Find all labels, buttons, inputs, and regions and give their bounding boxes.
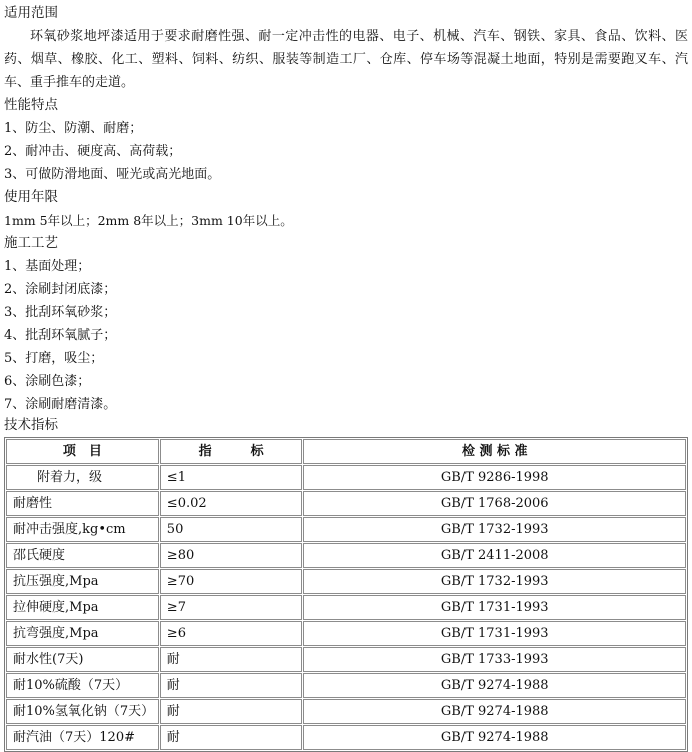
table-row (6, 595, 686, 620)
feature-item: 1、防尘、防潮、耐磨； (4, 121, 143, 136)
spec-value: 耐 (160, 673, 303, 698)
spec-item: 耐冲击强度,kg•cm (6, 517, 159, 542)
lifespan-heading: 使用年限 (4, 189, 58, 205)
spec-standard: GB/T 2411-2008 (303, 543, 686, 568)
spec-value: ≤0.02 (160, 491, 303, 516)
process-step: 7、涂刷耐磨清漆。 (4, 397, 117, 412)
column-header-standard: 检 测 标 准 (303, 439, 686, 464)
table-row (6, 491, 686, 516)
spec-item: 邵氏硬度 (6, 543, 159, 568)
table-row (6, 673, 686, 698)
spec-item: 耐水性(7天) (6, 647, 159, 672)
feature-item: 2、耐冲击、硬度高、高荷载； (4, 144, 182, 159)
spec-standard: GB/T 1731-1993 (303, 595, 686, 620)
column-header-value: 指 标 (160, 439, 303, 464)
scope-heading: 适用范围 (4, 5, 58, 21)
process-step: 4、批刮环氧腻子； (4, 328, 117, 343)
table-row (6, 543, 686, 568)
spec-item: 附着力，级 (6, 465, 159, 490)
process-step: 6、涂刷色漆； (4, 374, 91, 389)
spec-item: 拉伸硬度,Mpa (6, 595, 159, 620)
feature-item: 3、可做防滑地面、哑光或高光地面。 (4, 167, 221, 182)
spec-standard: GB/T 9286-1998 (303, 465, 686, 490)
table-row (6, 725, 686, 750)
table-row (6, 699, 686, 724)
spec-table (4, 437, 688, 752)
table-row (6, 569, 686, 594)
process-heading: 施工工艺 (4, 235, 58, 251)
spec-item: 抗压强度,Mpa (6, 569, 159, 594)
process-step: 3、批刮环氧砂浆； (4, 305, 117, 320)
spec-standard: GB/T 9274-1988 (303, 699, 686, 724)
spec-item: 耐磨性 (6, 491, 159, 516)
features-heading: 性能特点 (4, 97, 58, 113)
spec-value: 耐 (160, 699, 303, 724)
spec-standard: GB/T 1732-1993 (303, 517, 686, 542)
spec-value: ≤1 (160, 465, 303, 490)
spec-standard: GB/T 9274-1988 (303, 725, 686, 750)
table-row (6, 647, 686, 672)
spec-standard: GB/T 9274-1988 (303, 673, 686, 698)
lifespan-text: 1mm 5年以上；2mm 8年以上；3mm 10年以上。 (4, 213, 293, 228)
spec-standard: GB/T 1732-1993 (303, 569, 686, 594)
column-header-item: 项 目 (6, 439, 159, 464)
spec-value: 50 (160, 517, 303, 542)
spec-standard: GB/T 1731-1993 (303, 621, 686, 646)
spec-value: 耐 (160, 725, 303, 750)
process-step: 1、基面处理； (4, 259, 91, 274)
spec-value: ≥6 (160, 621, 303, 646)
specs-heading: 技术指标 (4, 417, 58, 433)
process-step: 2、涂刷封闭底漆； (4, 282, 117, 297)
spec-item: 耐10%氢氧化钠（7天） (6, 699, 159, 724)
spec-header-row (6, 439, 686, 464)
process-step: 5、打磨，吸尘； (4, 351, 104, 366)
spec-standard: GB/T 1768-2006 (303, 491, 686, 516)
table-row (6, 465, 686, 490)
table-row (6, 621, 686, 646)
spec-value: ≥7 (160, 595, 303, 620)
scope-paragraph: 环氧砂浆地坪漆适用于要求耐磨性强、耐一定冲击性的电器、电子、机械、汽车、钢铁、家具、食品、饮料、医药、烟草、橡胶、化工、塑料、饲料、纺织、服装等制造工厂、仓库、停车场等混凝土地面，特别是需要跑叉车、汽车、重手推车的走道。 (4, 29, 688, 90)
spec-value: ≥70 (160, 569, 303, 594)
spec-item: 抗弯强度,Mpa (6, 621, 159, 646)
spec-item: 耐10%硫酸（7天） (6, 673, 159, 698)
table-row (6, 517, 686, 542)
spec-item: 耐汽油（7天）120# (6, 725, 159, 750)
spec-standard: GB/T 1733-1993 (303, 647, 686, 672)
spec-value: ≥80 (160, 543, 303, 568)
spec-value: 耐 (160, 647, 303, 672)
